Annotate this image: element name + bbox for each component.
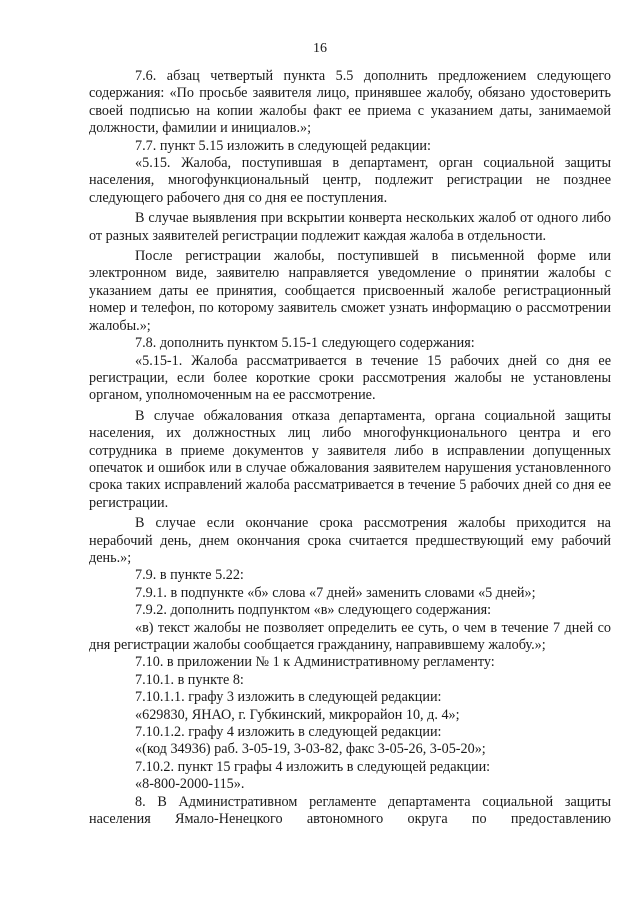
paragraph-refusal-appeal: В случае обжалования отказа департамента, органа социальной защиты населения, их должностных лиц либо многофункционального центра и его сотрудника в приеме документов у заявителя либо в исправлении допущенных опечаток и ошибок или в случае обжалования заявителем нарушения установленного срока таких исправлений жалоба рассматривается в течение 5 рабочих дней со дня ее регистрации.	[89, 407, 611, 511]
paragraph-hotline: «8-800-2000-115».	[135, 776, 245, 793]
paragraph-multiple-complaints: В случае выявления при вскрытии конверта нескольких жалоб от одного либо от разных заявителей регистрации подлежит каждая жалоба в отдельности.	[89, 210, 611, 244]
paragraph-address: «629830, ЯНАО, г. Губкинский, микрорайон 10, д. 4»;	[135, 706, 460, 723]
paragraph-subpoint-v: «в) текст жалобы не позволяет определить ее суть, о чем в течение 7 дней со дня регистрации жалобы сообщается гражданину, направившему жалобу.»;	[89, 619, 611, 653]
paragraph-7-8: 7.8. дополнить пунктом 5.15-1 следующего содержания:	[135, 335, 475, 352]
paragraph-7-7: 7.7. пункт 5.15 изложить в следующей редакции:	[135, 137, 431, 154]
paragraph-7-6: 7.6. абзац четвертый пункта 5.5 дополнить предложением следующего содержания: «По просьбе заявителя лицо, принявшее жалобу, обязано удостоверить своей подписью на копии жалобы факт ее приема с указанием даты, занимаемой должности, фамилии и инициалов.»;	[89, 68, 611, 137]
paragraph-8: 8. В Административном регламенте департамента социальной защиты населения Ямало-Ненецкого автономного округа по предоставлению	[89, 793, 611, 828]
paragraph-7-10: 7.10. в приложении № 1 к Административному регламенту:	[135, 654, 495, 671]
paragraph-5-15: «5.15. Жалоба, поступившая в департамент, орган социальной защиты населения, многофункциональный центр, подлежит регистрации не позднее следующего рабочего дня со дня ее поступления.	[89, 155, 611, 206]
paragraph-7-10-1-1: 7.10.1.1. графу 3 изложить в следующей редакции:	[135, 689, 442, 706]
paragraph-nonworking-day: В случае если окончание срока рассмотрения жалобы приходится на нерабочий день, днем окончания срока считается предшествующий ему рабочий день.»;	[89, 515, 611, 566]
paragraph-7-9-1: 7.9.1. в подпункте «б» слова «7 дней» заменить словами «5 дней»;	[135, 584, 536, 601]
paragraph-registration-notice: После регистрации жалобы, поступившей в письменной форме или электронном виде, заявителю направляется уведомление о принятии жалобы с указанием даты ее принятия, сообщается присвоенный жалобе регистрационный номер и телефон, по которому заявитель сможет узнать информацию о рассмотрении жалобы.»;	[89, 248, 611, 334]
document-body	[89, 68, 611, 828]
paragraph-5-15-1: «5.15-1. Жалоба рассматривается в течение 15 рабочих дней со дня ее регистрации, если более короткие сроки рассмотрения жалобы не установлены органом, уполномоченным на ее рассмотрение.	[89, 352, 611, 404]
paragraph-7-9-2: 7.9.2. дополнить подпунктом «в» следующего содержания:	[135, 602, 492, 619]
paragraph-7-10-1-2: 7.10.1.2. графу 4 изложить в следующей редакции:	[135, 724, 442, 741]
paragraph-7-9: 7.9. в пункте 5.22:	[135, 567, 244, 584]
page-number: 16	[313, 41, 327, 56]
paragraph-7-10-1: 7.10.1. в пункте 8:	[135, 671, 244, 688]
paragraph-7-10-2: 7.10.2. пункт 15 графы 4 изложить в следующей редакции:	[135, 758, 491, 775]
paragraph-phones: «(код 34936) раб. 3-05-19, 3-03-82, факс 3-05-26, 3-05-20»;	[135, 741, 486, 758]
